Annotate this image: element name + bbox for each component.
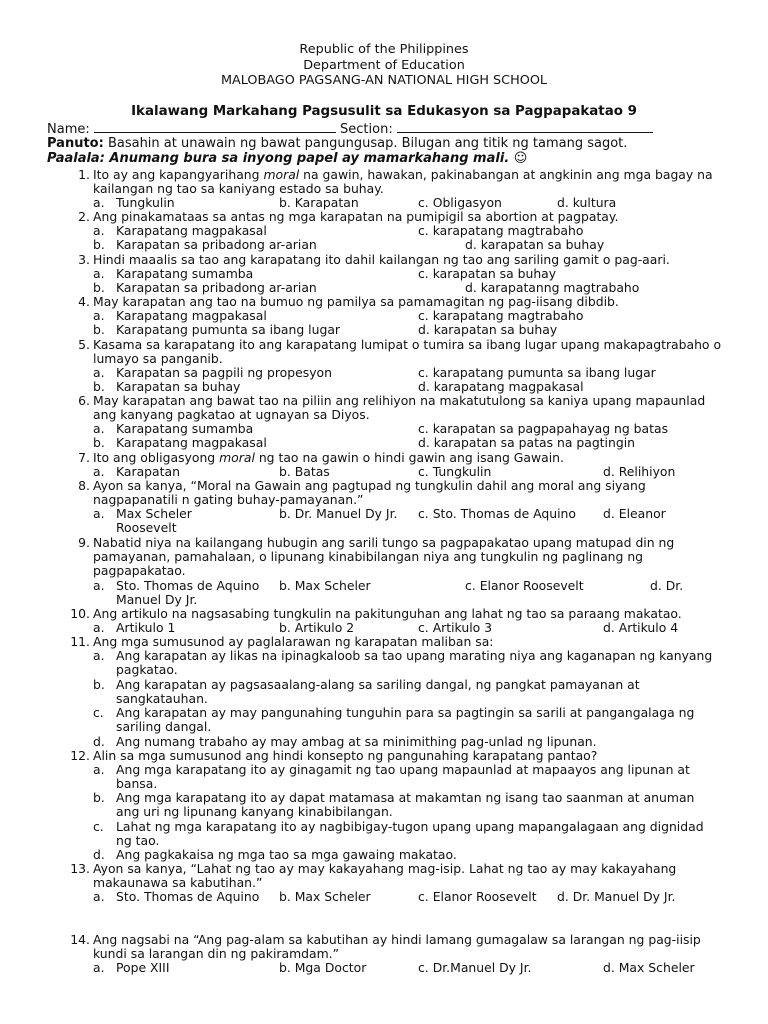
options-row: b. Karapatan sa buhay d. karapatang magpakasal [93,379,584,394]
question-text: Kasama sa karapatang ito ang karapatang lumipat o tumira sa ibang lugar upang makapagtrabaho o lumayo sa panganib. [93,337,722,367]
option-d[interactable]: Ang pagkakaisa ng mga tao sa mga gawaing makatao. [116,847,457,862]
option-a[interactable]: Karapatan sa pagpili ng propesyon [116,365,332,380]
header-school: MALOBAGO PAGSANG-AN NATIONAL HIGH SCHOOL [220,73,548,88]
question-number: 10. [70,606,90,621]
option-c[interactable]: c. karapatang magtrabaho [418,308,584,323]
option-d[interactable]: d. kultura [557,195,617,210]
name-field[interactable] [94,121,336,133]
question-text: Ang nagsabi na “Ang pag-alam sa kabutihan ay hindi lamang gumagalaw sa larangan ng pag-iisip kundi sa larangan din ng pakiramdam.” [93,932,701,962]
option-d[interactable]: d. karapatang magpakasal [418,379,584,394]
question-number: 6. [78,393,90,408]
option-c[interactable]: c. Sto. Thomas de Aquino [418,506,576,521]
question-number: 7. [78,450,90,465]
options-row: a. Sto. Thomas de Aquino b. Max Scheler c. Elanor Roosevelt d. Dr. [93,578,684,593]
options-row: b. Karapatan sa pribadong ar-arian d. karapatanng magtrabaho [93,280,640,295]
option-a[interactable]: Ang mga karapatang ito ay ginagamit ng tao upang mapaunlad at mapaayos ang lipunan at bansa. [116,762,690,792]
question-text: Ang artikulo na nagsasabing tungkulin na pakitunguhan ang lahat ng tao sa paraang makatao. [93,606,682,621]
options-row [0,521,768,535]
option-item: b. Ang karapatan ay pagsasaalang-alang sa sariling dangal, ng pangkat pamayanan at sangkatauhan. [0,678,768,692]
header-republic: Republic of the Philippines [299,42,469,57]
options-row: a. Max Scheler b. Dr. Manuel Dy Jr. c. Sto. Thomas de Aquino d. Eleanor [93,506,666,521]
option-b[interactable]: Karapatang pumunta sa ibang lugar [116,322,341,337]
option-c[interactable]: c. karapatang pumunta sa ibang lugar [418,365,656,380]
options-row: a. Pope XIII b. Mga Doctor c. Dr.Manuel Dy Jr. d. Max Scheler [93,960,695,975]
option-item: a. Ang karapatan ay likas na ipinagkaloob sa tao upang marating niya ang kaganapan ng kanyang pagkatao. [0,649,768,663]
section-label: Section: [340,122,393,137]
options-row: a. Artikulo 1 b. Artikulo 2 c. Artikulo 3 d. Artikulo 4 [93,620,679,635]
question-text: Ito ay ang kapangyarihang moral na gawin, hawakan, pakinabangan at angkinin ang mga bagay na kailangan ng tao sa kaniyang estado sa buhay. [93,167,713,197]
question-text: Nabatid niya na kailangang hubugin ang sarili tungo sa pagpapakatao upang matupad din ng pamayanan, pamahalaan, o lipunang kinabibilangan niya ang tungkulin ng paglinang ng pagpapakatao. [93,535,675,579]
question-number: 4. [78,294,90,309]
option-b[interactable]: b. Mga Doctor [279,960,367,975]
question-number: 13. [70,861,90,876]
question-text: Ito ang obligasyong moral ng tao na gawin o hindi gawin ang isang Gawain. [93,450,564,465]
question-text: Hindi maaalis sa tao ang karapatang ito dahil kailangan ng tao ang sariling gamit o pag-aari. [93,252,670,267]
option-d[interactable]: d. Eleanor [603,506,666,521]
paalala-note: Paalala: Anumang bura sa inyong papel ay mamarkahang mali. ☺ [47,151,528,166]
options-row: a. Karapatan sa pagpili ng propesyon c. karapatang pumunta sa ibang lugar [93,365,656,380]
question-text: May karapatan ang bawat tao na piliin ang relihiyon na makatutulong sa kaniya upang mapaunlad ang kanyang pagkatao at ugnayan sa Diyos. [93,393,706,423]
options-row: a. Karapatang magpakasal c. karapatang magtrabaho [93,223,584,238]
option-a[interactable]: Karapatan [116,464,180,479]
option-b[interactable]: Karapatan sa pribadong ar-arian [116,237,317,252]
question-text: Ayon sa kanya, “Moral na Gawain ang pagtupad ng tungkulin dahil ang moral ang siyang nagpapanatili n gating buhay-pamayanan.” [93,478,646,508]
question-text: May karapatan ang tao na bumuo ng pamilya sa pamamagitan ng pag-iisang dibdib. [93,294,619,309]
options-row: a. Karapatan b. Batas c. Tungkulin d. Relihiyon [93,464,676,479]
question-number: 8. [78,478,90,493]
options-row: b. Karapatan sa pribadong ar-arian d. karapatan sa buhay [93,237,605,252]
exam-title: Ikalawang Markahang Pagsusulit sa Edukasyon sa Pagpapakatao 9 [131,104,637,119]
question-number: 9. [78,535,90,550]
options-row: b. Karapatang magpakasal d. karapatan sa patas na pagtingin [93,435,635,450]
header-department: Department of Education [303,58,465,73]
option-c[interactable]: c. Artikulo 3 [418,620,493,635]
question-number: 3. [78,252,90,267]
option-b[interactable]: b. Batas [279,464,330,479]
option-c[interactable]: c. Dr.Manuel Dy Jr. [418,960,532,975]
option-b[interactable]: Karapatan sa buhay [116,379,241,394]
option-item: d. Ang numang trabaho ay may ambag at sa minimithing pag-unlad ng lipunan. [0,735,768,749]
option-a[interactable]: Artikulo 1 [116,620,176,635]
option-d[interactable]: d. Max Scheler [603,960,695,975]
option-item: b. Ang mga karapatang ito ay dapat matamasa at makamtan ng isang tao saanman at anuman ang uri ng lipunang kanyang kinabibilangan. [0,791,768,805]
option-a[interactable]: Karapatang sumamba [116,266,254,281]
option-d[interactable]: d. Relihiyon [603,464,676,479]
option-b[interactable]: Karapatang magpakasal [116,435,267,450]
option-b[interactable]: Ang karapatan ay pagsasaalang-alang sa sariling dangal, ng pangkat pamayanan at sangkatauhan. [116,677,640,707]
option-c[interactable]: Ang karapatan ay may pangunahing tunguhin para sa pagtingin sa sarili at pangangalaga ng sariling dangal. [116,705,695,735]
option-a[interactable]: Sto. Thomas de Aquino [116,889,260,904]
option-item: a. Ang mga karapatang ito ay ginagamit ng tao upang mapaunlad at mapaayos ang lipunan at bansa. [0,763,768,777]
option-c[interactable]: c. Elanor Roosevelt [465,578,584,593]
options-row [0,593,768,607]
question-number: 14. [70,932,90,947]
options-row: a. Tungkulin b. Karapatan c. Obligasyon d. kultura [93,195,617,210]
panuto-text: Basahin at unawain ng bawat pangungusap. Bilugan ang titik ng tamang sagot. [103,136,628,151]
option-a[interactable]: Pope XIII [116,960,170,975]
option-b[interactable]: Ang mga karapatang ito ay dapat matamasa at makamtan ng isang tao saanman at anuman ang uri ng lipunang kanyang kinabibilangan. [116,790,695,820]
option-b[interactable]: b. Max Scheler [279,889,371,904]
question-text: Alin sa mga sumusunod ang hindi konsepto ng pangunahing karapatang pantao? [93,748,598,763]
option-d[interactable]: d. karapatanng magtrabaho [465,280,640,295]
options-row: b. Karapatang pumunta sa ibang lugar d. karapatan sa buhay [93,322,558,337]
question-number: 1. [78,167,90,182]
question-text: Ayon sa kanya, “Lahat ng tao ay may kakayahang mag-isip. Lahat ng tao ay may kakayahang makaunawa sa kabutihan.” [93,861,677,891]
section-field[interactable] [397,121,653,133]
options-row: a. Karapatang magpakasal c. karapatang magtrabaho [93,308,584,323]
option-a[interactable]: Karapatang sumamba [116,421,254,436]
panuto-label: Panuto: [47,136,104,151]
option-a-continued: Manuel Dy Jr. [116,592,198,607]
name-section-line [47,121,737,137]
option-d[interactable]: d. Dr. [650,578,684,593]
options-row: a. Sto. Thomas de Aquino b. Max Scheler c. Elanor Roosevelt d. Dr. Manuel Dy Jr. [93,889,676,904]
option-d[interactable]: d. Artikulo 4 [603,620,679,635]
option-c[interactable]: c. karapatang magtrabaho [418,223,584,238]
option-b[interactable]: b. Karapatan [279,195,359,210]
question-number: 11. [70,634,90,649]
question-number: 5. [78,337,90,352]
options-row: a. Karapatang sumamba c. karapatan sa buhay [93,266,557,281]
option-a[interactable]: Sto. Thomas de Aquino [116,578,260,593]
option-a[interactable]: Karapatang magpakasal [116,308,267,323]
panuto-line [47,137,737,151]
option-item: c. Ang karapatan ay may pangunahing tunguhin para sa pagtingin sa sarili at pangangalaga ng sariling dangal. [0,706,768,720]
option-b[interactable]: b. Artikulo 2 [279,620,355,635]
option-b[interactable]: b. Dr. Manuel Dy Jr. [279,506,398,521]
question-number: 12. [70,748,90,763]
option-a-continued: Roosevelt [116,520,177,535]
option-d[interactable]: d. Dr. Manuel Dy Jr. [557,889,676,904]
option-a[interactable]: Max Scheler [116,506,192,521]
option-c[interactable]: c. karapatan sa pagpapahayag ng batas [418,421,669,436]
option-b[interactable]: Karapatan sa pribadong ar-arian [116,280,317,295]
name-label: Name: [47,122,90,137]
question-number: 2. [78,209,90,224]
option-c[interactable]: c. Elanor Roosevelt [418,889,537,904]
option-d[interactable]: d. karapatan sa patas na pagtingin [418,435,635,450]
option-d[interactable]: d. karapatan sa buhay [418,322,558,337]
option-item: d. Ang pagkakaisa ng mga tao sa mga gawaing makatao. [0,848,768,862]
option-c[interactable]: Lahat ng mga karapatang ito ay nagbibigay-tugon upang upang mapangalagaan ang dignidad ng tao. [116,819,704,849]
option-a[interactable]: Ang karapatan ay likas na ipinagkaloob sa tao upang marating niya ang kaganapan ng kanyang pagkatao. [116,648,713,678]
option-a[interactable]: Karapatang magpakasal [116,223,267,238]
option-a[interactable]: Tungkulin [116,195,175,210]
option-b[interactable]: b. Max Scheler [279,578,371,593]
option-d[interactable]: d. karapatan sa buhay [465,237,605,252]
option-c[interactable]: c. karapatan sa buhay [418,266,557,281]
option-c[interactable]: c. Obligasyon [418,195,502,210]
option-d[interactable]: Ang numang trabaho ay may ambag at sa minimithing pag-unlad ng lipunan. [116,734,597,749]
options-row: a. Karapatang sumamba c. karapatan sa pagpapahayag ng batas [93,421,669,436]
option-item: c. Lahat ng mga karapatang ito ay nagbibigay-tugon upang upang mapangalagaan ang dignidad ng tao. [0,820,768,834]
question-text: Ang mga sumusunod ay paglalarawan ng karapatan maliban sa: [93,634,494,649]
question-text: Ang pinakamataas sa antas ng mga karapatan na pumipigil sa abortion at pagpatay. [93,209,619,224]
option-c[interactable]: c. Tungkulin [418,464,492,479]
